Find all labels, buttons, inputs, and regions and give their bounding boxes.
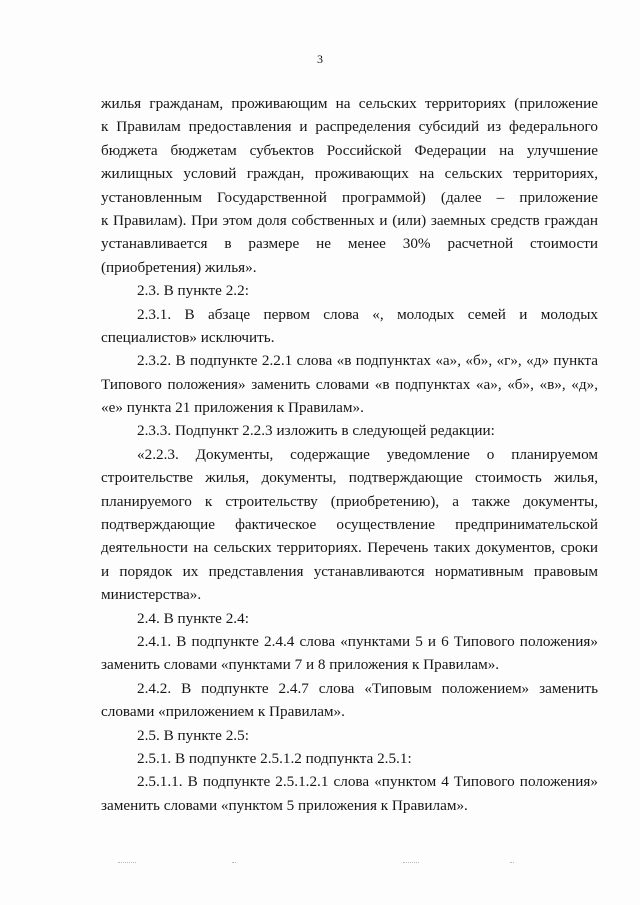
scan-artifact bbox=[403, 862, 419, 864]
text-line: к Правилам). При этом доля собственных и (или) заемных средств граждан bbox=[101, 211, 598, 229]
text-line: 2.3.3. Подпункт 2.2.3 изложить в следующей редакции: bbox=[137, 422, 495, 440]
text-line: деятельности на сельских территориях. Перечень таких документов, сроки bbox=[101, 539, 598, 557]
text-line: «е» пункта 21 приложения к Правилам». bbox=[101, 399, 364, 417]
text-line: министерства». bbox=[101, 586, 202, 604]
text-line: и порядок их представления устанавливаются нормативным правовым bbox=[101, 562, 598, 580]
text-line: 2.5.1.1. В подпункте 2.5.1.2.1 слова «пунктом 4 Типового положения» bbox=[137, 773, 598, 791]
text-line: жилья гражданам, проживающим на сельских территориях (приложение bbox=[101, 95, 598, 112]
text-line: планируемого к строительству (приобретению), а также документы, bbox=[101, 492, 598, 510]
scan-artifact bbox=[118, 862, 136, 864]
scan-artifact bbox=[510, 862, 514, 864]
text-line: 2.3.2. В подпункте 2.2.1 слова «в подпунктах «а», «б», «г», «д» пункта bbox=[137, 352, 598, 370]
text-line: установленным Государственной программой) (далее – приложение bbox=[101, 188, 598, 206]
page-number: 3 bbox=[317, 52, 323, 66]
text-line: специалистов» исключить. bbox=[101, 328, 275, 346]
text-line: к Правилам предоставления и распределения субсидий из федерального bbox=[101, 118, 598, 136]
text-line: словами «приложением к Правилам». bbox=[101, 703, 345, 721]
scan-artifact bbox=[232, 862, 236, 864]
text-line: строительстве жилья, документы, подтверждающие стоимость жилья, bbox=[101, 469, 598, 487]
text-line: заменить словами «пунктом 5 приложения к Правилам». bbox=[101, 796, 468, 814]
text-line: 2.3. В пункте 2.2: bbox=[137, 282, 249, 300]
text-line: «2.2.3. Документы, содержащие уведомление о планируемом bbox=[137, 445, 598, 463]
text-line: заменить словами «пунктами 7 и 8 приложения к Правилам». bbox=[101, 656, 500, 674]
document-body bbox=[101, 92, 598, 817]
text-line: 2.4.2. В подпункте 2.4.7 слова «Типовым положением» заменить bbox=[137, 679, 598, 697]
text-line: (приобретения) жилья». bbox=[101, 258, 257, 276]
text-line: 2.5.1. В подпункте 2.5.1.2 подпункта 2.5.1: bbox=[137, 749, 412, 767]
text-line: бюджета бюджетам субъектов Российской Федерации на улучшение bbox=[101, 141, 598, 159]
text-line: 2.3.1. В абзаце первом слова «, молодых семей и молодых bbox=[137, 305, 598, 323]
text-line: 2.5. В пункте 2.5: bbox=[137, 726, 249, 744]
text-line: Типового положения» заменить словами «в подпунктах «а», «б», «в», «д», bbox=[101, 375, 598, 393]
text-line: жилищных условий граждан, проживающих на сельских территориях, bbox=[101, 165, 598, 183]
text-line: 2.4. В пункте 2.4: bbox=[137, 609, 249, 627]
text-line: подтверждающие фактическое осуществление предпринимательской bbox=[101, 516, 598, 534]
text-line: 2.4.1. В подпункте 2.4.4 слова «пунктами 5 и 6 Типового положения» bbox=[137, 632, 598, 650]
text-line: устанавливается в размере не менее 30% расчетной стоимости bbox=[101, 235, 598, 253]
